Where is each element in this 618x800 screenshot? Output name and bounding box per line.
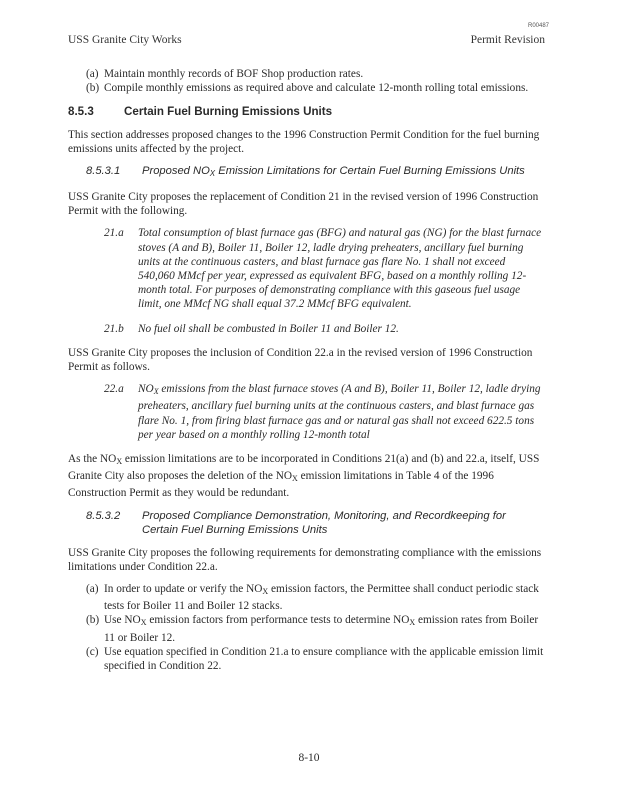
text-part: In order to update or verify the NO	[104, 583, 263, 596]
paragraph	[68, 452, 544, 501]
list-text: Maintain monthly records of BOF Shop production rates.	[104, 68, 364, 80]
header-facility-name: USS Granite City Works	[68, 34, 182, 46]
condition-number: 21.a	[104, 227, 124, 240]
text-part: emission factors from performance tests to determine NO	[146, 614, 410, 627]
subscript: X	[140, 618, 147, 628]
subsection-title: Proposed Compliance Demonstration, Monitoring, and Recordkeeping for Certain Fuel Burning Emissions Units	[142, 509, 506, 536]
subsection-number: 8.5.3.1	[86, 165, 121, 178]
title-part: Proposed NO	[142, 165, 210, 178]
condition-text: Total consumption of blast furnace gas (BFG) and natural gas (NG) for the blast furnace stoves (A and B), Boiler 11, Boiler 12, ladle drying preheaters, ancillary fuel burning units at the continuous casters, and blast furnace gas flare No. 1 shall not exceed 540,060 MMcf per year, expressed as equivalent BFG, based on a monthly rolling 12-month total. For purposes of demonstrating compliance with this gaseous fuel usage limit, one MMcf NG shall equal 37.2 MMcf BFG equivalent.	[138, 227, 542, 311]
list-text: Use equation specified in Condition 21.a to ensure compliance with the applicable emission limit specified in Condition 22.	[104, 645, 544, 673]
subscript: X	[153, 387, 159, 397]
list-text	[104, 583, 539, 612]
section-intro: This section addresses proposed changes to the 1996 Construction Permit Condition for the fuel burning emissions units affected by the project.	[68, 128, 540, 155]
section-title: Certain Fuel Burning Emissions Units	[124, 105, 333, 119]
subscript: X	[262, 587, 269, 597]
text-part: emission rates from Boiler 11 or Boiler 12.	[104, 614, 539, 644]
list-item	[86, 582, 544, 613]
text-part: emissions from the blast furnace stoves (A and B), Boiler 11, Boiler 12, ladle drying preheaters, ancillary fuel burning units at the continuous casters, and blast furnace gas flare No. 1, from firing blast furnace gas and or natural gas shall not exceed 622.5 tons per year based on a monthly rolling 12-month total	[138, 383, 541, 441]
subsection-number: 8.5.3.2	[86, 509, 121, 522]
subsection-title	[142, 165, 525, 177]
compliance-list	[86, 582, 544, 673]
text-part: emission limitations in Table 4 of the 1996 Construction Permit as they would be redundant.	[68, 470, 494, 500]
list-item	[86, 645, 544, 673]
subscript: X	[292, 474, 298, 484]
condition-text: No fuel oil shall be combusted in Boiler 11 and Boiler 12.	[138, 322, 399, 335]
section-number: 8.5.3	[68, 105, 94, 119]
subscript: X	[409, 618, 416, 628]
header-stamp: R00487	[528, 23, 550, 29]
text-part: emission limitations are to be incorporated in Conditions 21(a) and (b) and 22.a, itself, USS Granite City also proposes the deletion of the NO	[68, 453, 540, 483]
condition-text	[138, 383, 541, 441]
list-marker: (b)	[86, 614, 100, 627]
condition-number: 22.a	[104, 383, 124, 396]
paragraph: USS Granite City proposes the following requirements for demonstrating compliance with the emissions limitations under Condition 22.a.	[68, 546, 542, 573]
subsection-heading-2	[86, 509, 544, 537]
page-number: 8-10	[298, 752, 320, 764]
subscript: X	[116, 457, 123, 467]
list-item	[86, 613, 544, 644]
list-marker: (c)	[86, 645, 99, 658]
page-content	[68, 67, 544, 673]
condition-21b	[68, 322, 544, 336]
subsection-heading-1	[86, 164, 544, 181]
text-part: As the NO	[68, 453, 117, 466]
subscript: X	[209, 169, 216, 179]
list-marker: (b)	[86, 82, 100, 95]
list-text	[104, 614, 538, 643]
condition-21a	[68, 226, 544, 311]
header-document-type: Permit Revision	[470, 34, 545, 46]
text-part: emission factors, the Permittee shall conduct periodic stack tests for Boiler 11 and Boiler 12 stacks.	[104, 583, 539, 613]
text-part: NO	[138, 383, 154, 396]
condition-22a	[68, 382, 544, 442]
condition-number: 21.b	[104, 322, 124, 335]
list-marker: (a)	[86, 583, 99, 596]
paragraph: USS Granite City proposes the replacement of Condition 21 in the revised version of 1996 Construction Permit with the following.	[68, 191, 539, 218]
paragraph: USS Granite City proposes the inclusion of Condition 22.a in the revised version of 1996 Construction Permit as follows.	[68, 346, 533, 374]
intro-list	[86, 67, 544, 95]
text-part: Use NO	[104, 614, 141, 627]
title-part: Emission Limitations for Certain Fuel Burning Emissions Units	[215, 165, 525, 178]
list-item	[86, 81, 544, 95]
list-text: Compile monthly emissions as required above and calculate 12-month rolling total emissions.	[104, 82, 529, 95]
list-item	[86, 67, 544, 81]
list-marker: (a)	[86, 68, 99, 80]
section-heading	[68, 105, 544, 119]
